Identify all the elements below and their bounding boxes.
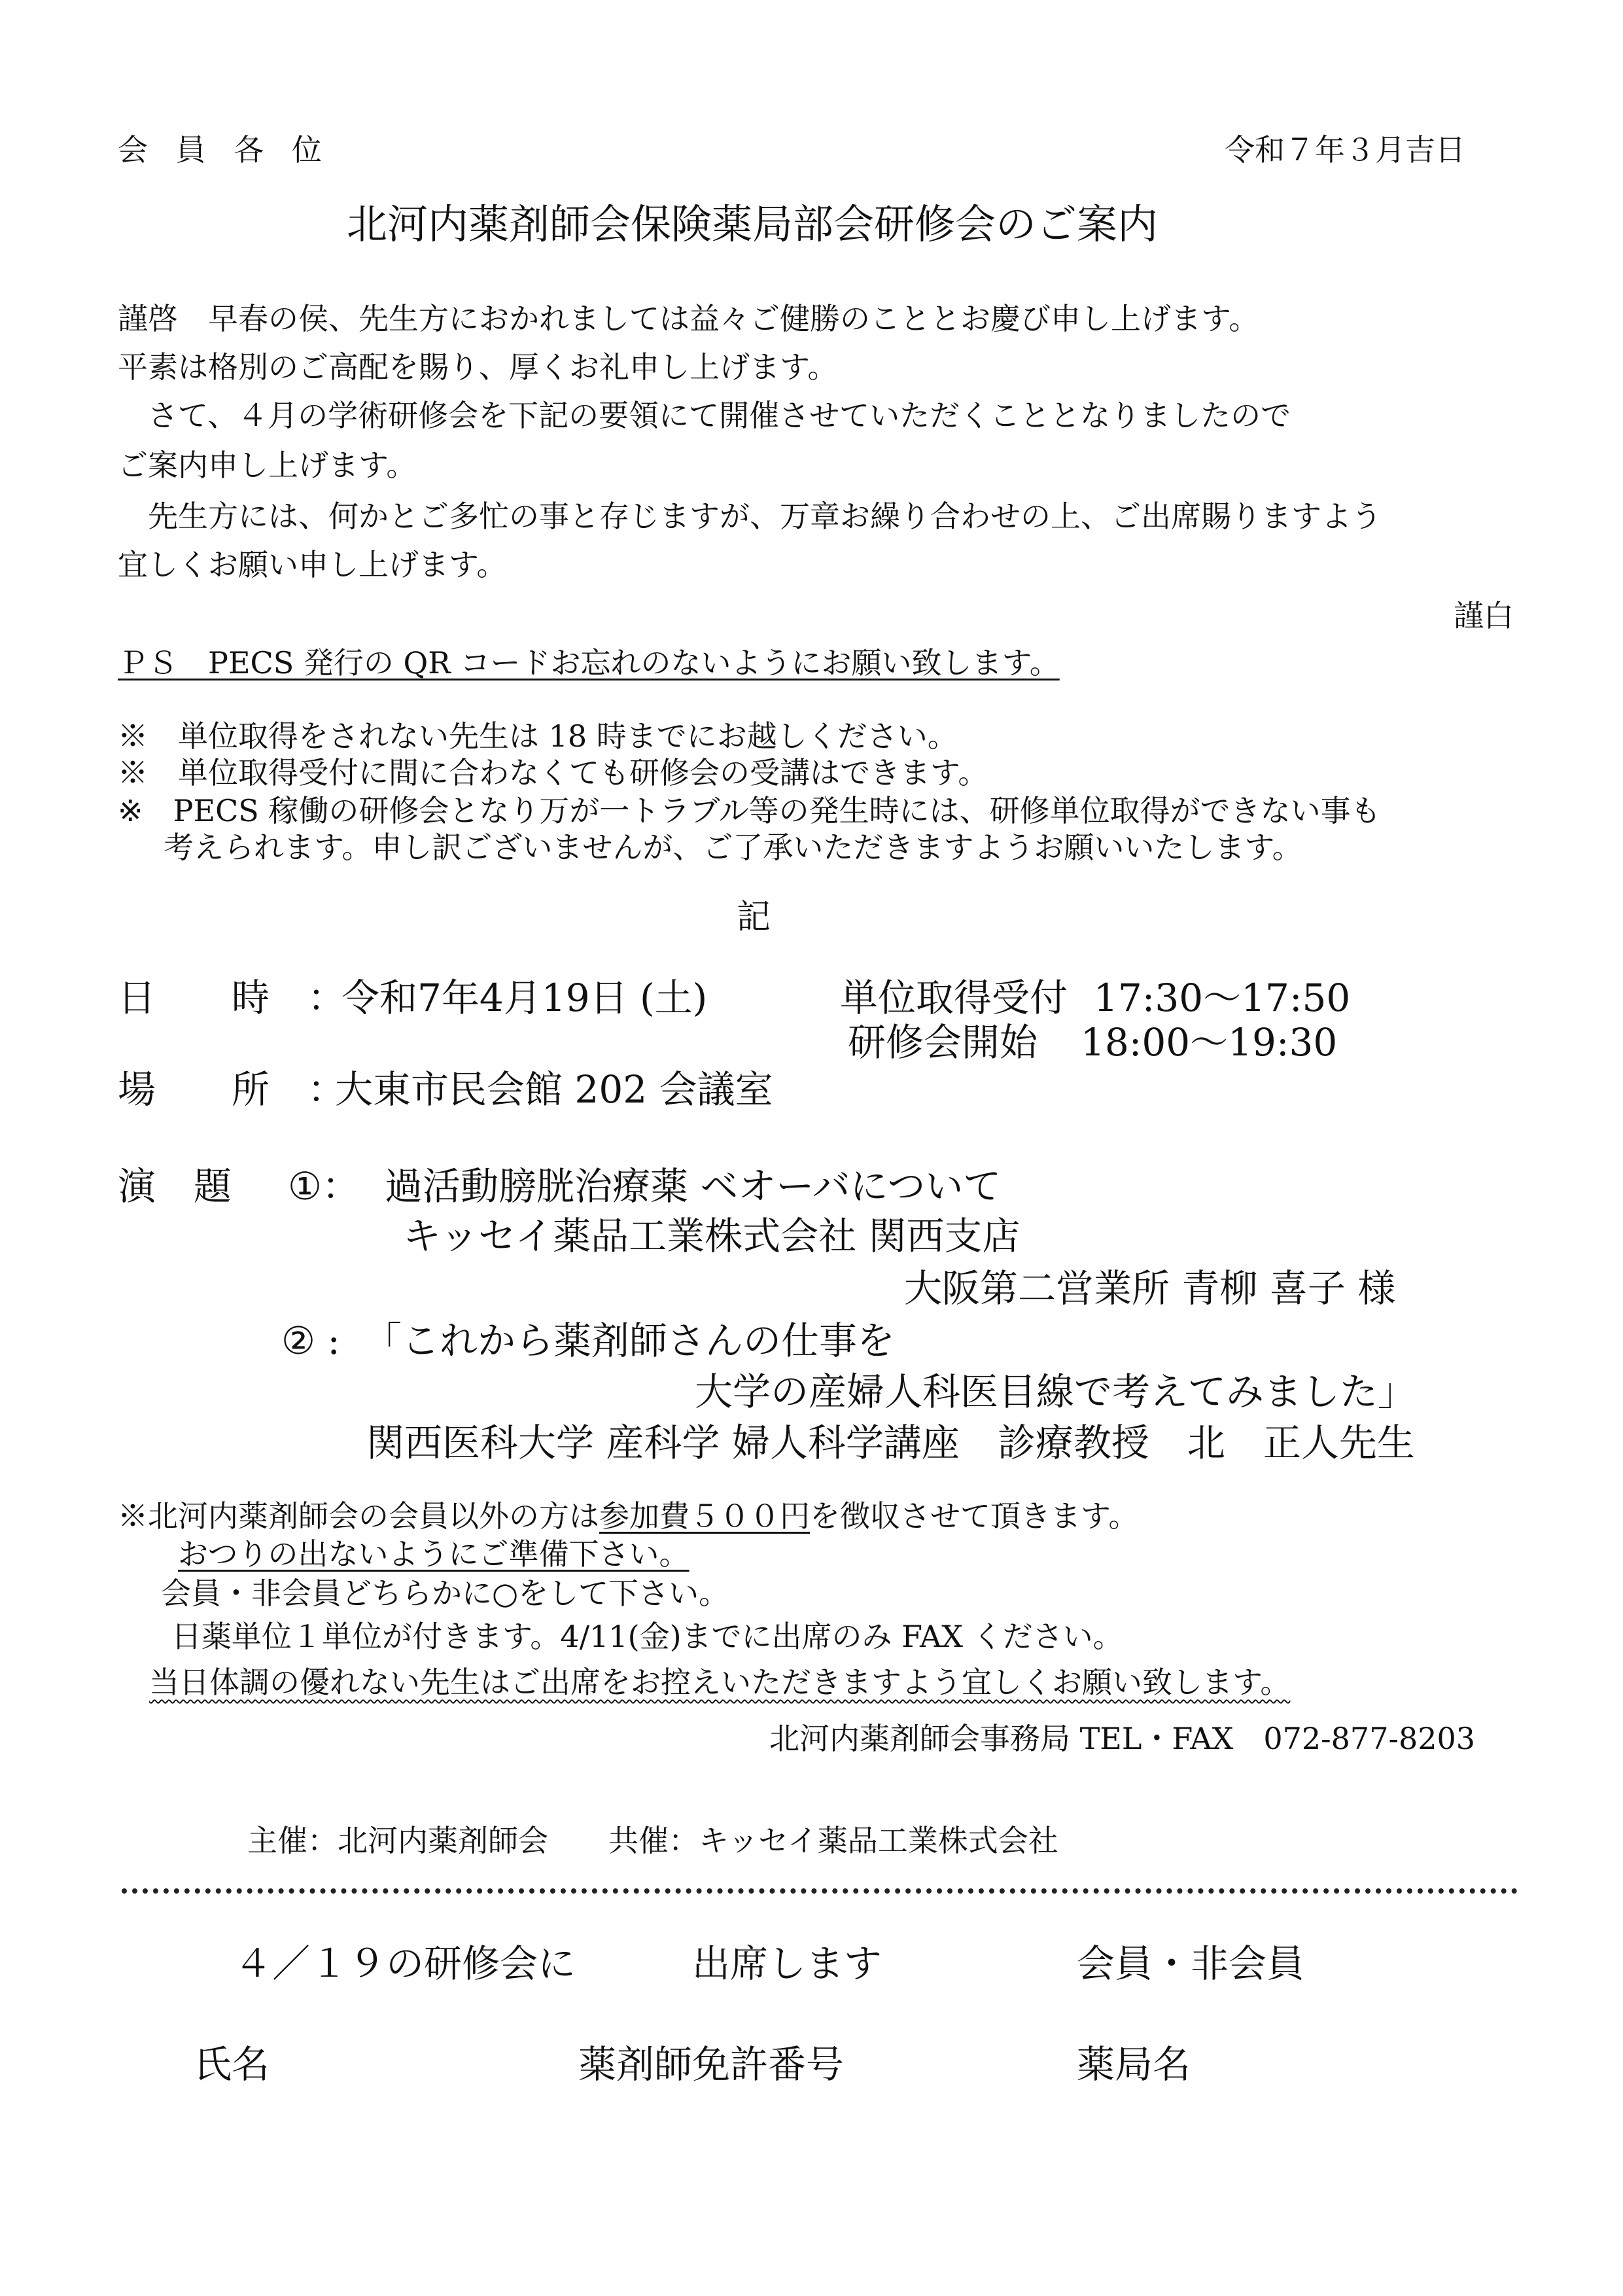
- greeting-line-3: さて、４月の学術研修会を下記の要領にて開催させていただくこととなりましたので: [118, 398, 1291, 433]
- health-notice: 当日体調の優れない先生はご出席をお控えいただきますよう宜しくお願い致します。: [149, 1665, 1291, 1700]
- ps-note: ＰＳ PECS 発行の QR コードお忘れのないようにお願い致します。: [118, 645, 1060, 680]
- fee-notice: [118, 1498, 1139, 1534]
- reception-time: 17:30〜17:50: [1094, 976, 1351, 1020]
- addressee: 会 員 各 位: [118, 132, 331, 168]
- ki-marker: 記: [737, 898, 771, 937]
- greeting-closing: 謹白: [1454, 598, 1514, 633]
- form-pharmacy-label: 薬局名: [1077, 2042, 1191, 2087]
- note-2: ※ 単位取得受付に間に合わなくても研修会の受講はできます。: [118, 755, 988, 790]
- form-event: ４／１９の研修会に: [234, 1941, 576, 1986]
- change-notice: おつりの出ないようにご準備下さい。: [178, 1536, 689, 1572]
- fee-suffix: を徴収させて頂きます。: [810, 1498, 1139, 1534]
- topic-1-title: 過活動膀胱治療薬 ベオーバについて: [385, 1164, 1002, 1209]
- start-label: 研修会開始: [848, 1020, 1038, 1065]
- topic-1-company: キッセイ薬品工業株式会社 関西支店: [403, 1214, 1021, 1258]
- note-1: ※ 単位取得をされない先生は 18 時までにお越しください。: [118, 718, 958, 754]
- greeting-line-6: 宜しくお願い申し上げます。: [118, 547, 507, 582]
- topic-2-marker: ② :: [281, 1318, 340, 1363]
- note-3-continued: 考えられます。申し訳ございませんが、ご了承いただきますようお願いいたします。: [164, 830, 1302, 865]
- credit-notice: 日薬単位１単位が付きます。4/11(金)までに出席のみ FAX ください。: [171, 1619, 1123, 1654]
- greeting-line-4: ご案内申し上げます。: [118, 448, 417, 483]
- document-date: 令和７年３月吉日: [1225, 132, 1465, 168]
- topic-2-speaker: 関西医科大学 産科学 婦人科学講座 診療教授 北 正人先生: [366, 1421, 1415, 1465]
- form-name-label: 氏名: [194, 2042, 270, 2087]
- fee-amount: 参加費５００円: [599, 1498, 810, 1534]
- dotted-cut-line: [122, 1888, 1518, 1894]
- fee-prefix: ※北河内薬剤師会の会員以外の方は: [118, 1498, 599, 1534]
- document-title: 北河内薬剤師会保険薬局部会研修会のご案内: [347, 200, 1159, 248]
- contact-info: 北河内薬剤師会事務局 TEL・FAX 072-877-8203: [769, 1721, 1476, 1756]
- form-license-label: 薬剤師免許番号: [578, 2042, 845, 2087]
- form-membership: 会員・非会員: [1077, 1941, 1305, 1986]
- topic-2-title-line-1: 「これから薬剤師さんの仕事を: [364, 1318, 896, 1363]
- note-3: ※ PECS 稼働の研修会となり万が一トラブル等の発生時には、研修単位取得ができない事も: [118, 793, 1381, 828]
- membership-circle-notice: 会員・非会員どちらかに○をして下さい。: [161, 1576, 729, 1611]
- place-label: 場 所 ：: [118, 1067, 346, 1112]
- topic-1-speaker: 大阪第二営業所 青柳 喜子 様: [904, 1266, 1396, 1311]
- topics-label: 演 題: [118, 1164, 232, 1209]
- topic-2-title-line-2: 大学の産婦人科医目線で考えてみました」: [695, 1369, 1416, 1414]
- reception-label: 単位取得受付: [840, 976, 1068, 1020]
- place-value: 大東市民会館 202 会議室: [335, 1067, 773, 1112]
- topic-1-marker: ①：: [288, 1164, 360, 1209]
- datetime-label: 日 時 ：: [118, 976, 346, 1020]
- start-time: 18:00〜19:30: [1081, 1020, 1338, 1065]
- greeting-line-1: 謹啓 早春の侯、先生方におかれましては益々ご健勝のこととお慶び申し上げます。: [118, 301, 1259, 336]
- greeting-line-2: 平素は格別のご高配を賜り、厚くお礼申し上げます。: [118, 349, 838, 385]
- form-attend: 出席します: [692, 1941, 882, 1986]
- event-date: 令和7年4月19日 (土): [341, 976, 708, 1020]
- greeting-line-5: 先生方には、何かとご多忙の事と存じますが、万章お繰り合わせの上、ご出席賜りますよう: [118, 499, 1382, 534]
- organizers: 主催：北河内薬剤師会 共催：キッセイ薬品工業株式会社: [247, 1823, 1058, 1858]
